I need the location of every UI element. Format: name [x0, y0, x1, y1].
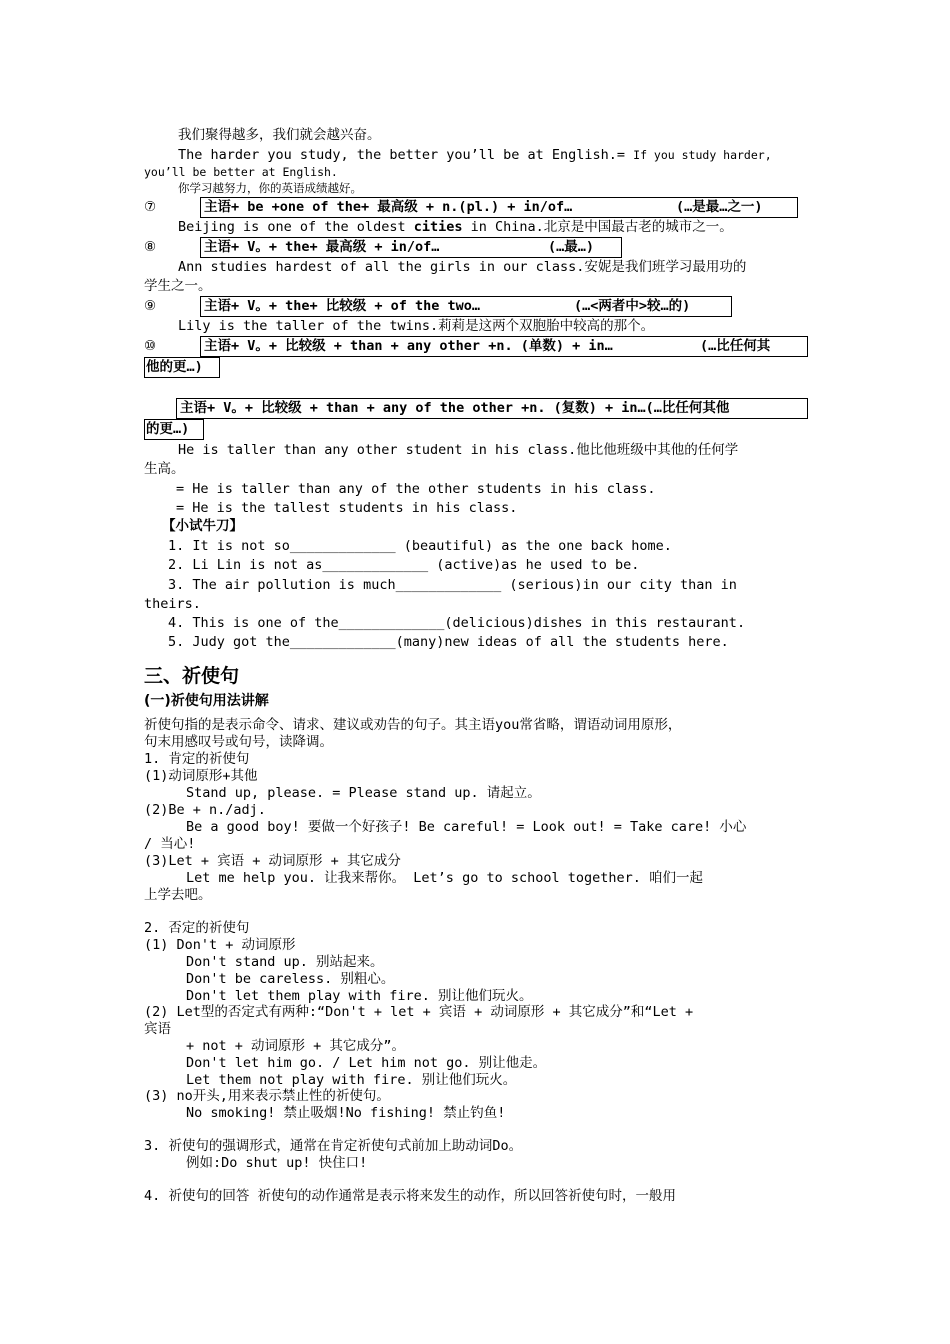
- text-line: [178, 146, 772, 164]
- practice-question: theirs.: [144, 596, 201, 612]
- pattern-meaning: (…是最…之一): [676, 199, 763, 215]
- pattern-meaning: (…最…): [548, 239, 595, 255]
- text-line: Don't be careless. 别粗心。: [186, 971, 395, 987]
- practice-question: 2. Li Lin is not as_____________ (active)as he used to be.: [168, 557, 640, 573]
- text-line: Don't stand up. 别站起来。: [186, 954, 384, 970]
- text-line: Be a good boy! 要做一个好孩子! Be careful! = Look out! = Take care! 小心: [186, 819, 747, 835]
- pattern-text: 主语+ V。+ the+ 比较级 + of the two…: [204, 298, 481, 314]
- text-line: 2. 否定的祈使句: [144, 920, 250, 936]
- practice-question: 5. Judy got the_____________(many)new ideas of all the students here.: [168, 634, 729, 650]
- text-line: (2) Let型的否定式有两种:“Don't + let + 宾语 + 动词原形 + 其它成分”和“Let +: [144, 1004, 694, 1020]
- example-line: [178, 218, 733, 236]
- practice-question: 4. This is one of the_____________(delicious)dishes in this restaurant.: [168, 615, 746, 631]
- pattern-text: 主语+ V。+ 比较级 + than + any of the other +n. (复数) + in…(…比任何其他: [180, 400, 730, 416]
- example-line: Lily is the taller of the twins.莉莉是这两个双胞胎中较高的那个。: [178, 318, 655, 334]
- practice-question: 1. It is not so_____________ (beautiful) as the one back home.: [168, 538, 672, 554]
- text-line: 我们聚得越多，我们就会越兴奋。: [178, 127, 381, 143]
- pattern-meaning: (…<两者中>较…的): [574, 298, 691, 314]
- text-line: (1) Don't + 动词原形: [144, 937, 296, 953]
- example-line: = He is taller than any of the other students in his class.: [176, 481, 656, 497]
- practice-title: 【小试牛刀】: [162, 518, 243, 534]
- pattern-text: 主语+ V。+ the+ 最高级 + in/of…: [204, 239, 440, 255]
- text-line: 祈使句指的是表示命令、请求、建议或劝告的句子。其主语you常省略，谓语动词用原形，: [144, 717, 682, 733]
- text-line: 4. 祈使句的回答 祈使句的动作通常是表示将来发生的动作，所以回答祈使句时，一般用: [144, 1188, 677, 1204]
- circled-marker: ⑧: [144, 239, 157, 255]
- text-line: you’ll be better at English.: [144, 165, 338, 179]
- text-line: Don't let him go. / Let him not go. 别让他走。: [186, 1055, 547, 1071]
- text-line: (3) no开头,用来表示禁止性的祈使句。: [144, 1088, 390, 1104]
- text-line: No smoking! 禁止吸烟!No fishing! 禁止钓鱼!: [186, 1105, 506, 1121]
- text-line: + not + 动词原形 + 其它成分”。: [186, 1038, 406, 1054]
- text-line: 1. 肯定的祈使句: [144, 751, 250, 767]
- text-line: 句末用感叹号或句号，读降调。: [144, 734, 333, 750]
- text-line: Stand up, please. = Please stand up. 请起立。: [186, 785, 541, 801]
- circled-marker: ⑨: [144, 298, 157, 314]
- pattern-meaning: (…比任何其: [700, 338, 771, 354]
- example-line: = He is the tallest students in his class.: [176, 500, 518, 516]
- text-span: The harder you study, the better you’ll be at English.=: [178, 147, 634, 163]
- example-line: 学生之一。: [144, 278, 212, 294]
- pattern-text: 他的更…): [146, 359, 203, 375]
- section-subtitle: (一)祈使句用法讲解: [144, 693, 269, 709]
- text-line: / 当心!: [144, 836, 196, 852]
- pattern-text: 的更…): [146, 421, 190, 437]
- text-line: Don't let them play with fire. 别让他们玩火。: [186, 988, 533, 1004]
- text-line: 宾语: [144, 1021, 171, 1037]
- text-line: Let them not play with fire. 别让他们玩火。: [186, 1072, 517, 1088]
- pattern-text: 主语+ V。+ 比较级 + than + any other +n. (单数) + in…: [204, 338, 613, 354]
- text-span: cities: [413, 219, 463, 235]
- text-line: 3. 祈使句的强调形式，通常在肯定祈使句式前加上助动词Do。: [144, 1138, 523, 1154]
- text-line: 上学去吧。: [144, 887, 212, 903]
- text-span: Beijing is one of the oldest: [178, 219, 414, 235]
- example-line: Ann studies hardest of all the girls in our class.安妮是我们班学习最用功的: [178, 259, 747, 275]
- practice-question: 3. The air pollution is much_____________ (serious)in our city than in: [168, 577, 737, 593]
- example-line: 生高。: [144, 461, 185, 477]
- pattern-text: 主语+ be +one of the+ 最高级 + n.(pl.) + in/of…: [204, 199, 573, 215]
- text-line: (3)Let + 宾语 + 动词原形 + 其它成分: [144, 853, 401, 869]
- text-line: Let me help you. 让我来帮你。 Let’s go to school together. 咱们一起: [186, 870, 704, 886]
- text-line: (2)Be + n./adj.: [144, 802, 266, 818]
- text-line: 你学习越努力，你的英语成绩越好。: [178, 181, 362, 195]
- example-line: He is taller than any other student in his class.他比他班级中其他的任何学: [178, 442, 739, 458]
- circled-marker: ⑦: [144, 199, 157, 215]
- section-title: 三、祈使句: [144, 665, 240, 687]
- text-span: If you study harder,: [633, 148, 772, 162]
- circled-marker: ⑩: [144, 338, 157, 354]
- text-span: in China.北京是中国最古老的城市之一。: [462, 219, 733, 235]
- text-line: (1)动词原形+其他: [144, 768, 258, 784]
- text-line: 例如:Do shut up! 快住口!: [186, 1155, 368, 1171]
